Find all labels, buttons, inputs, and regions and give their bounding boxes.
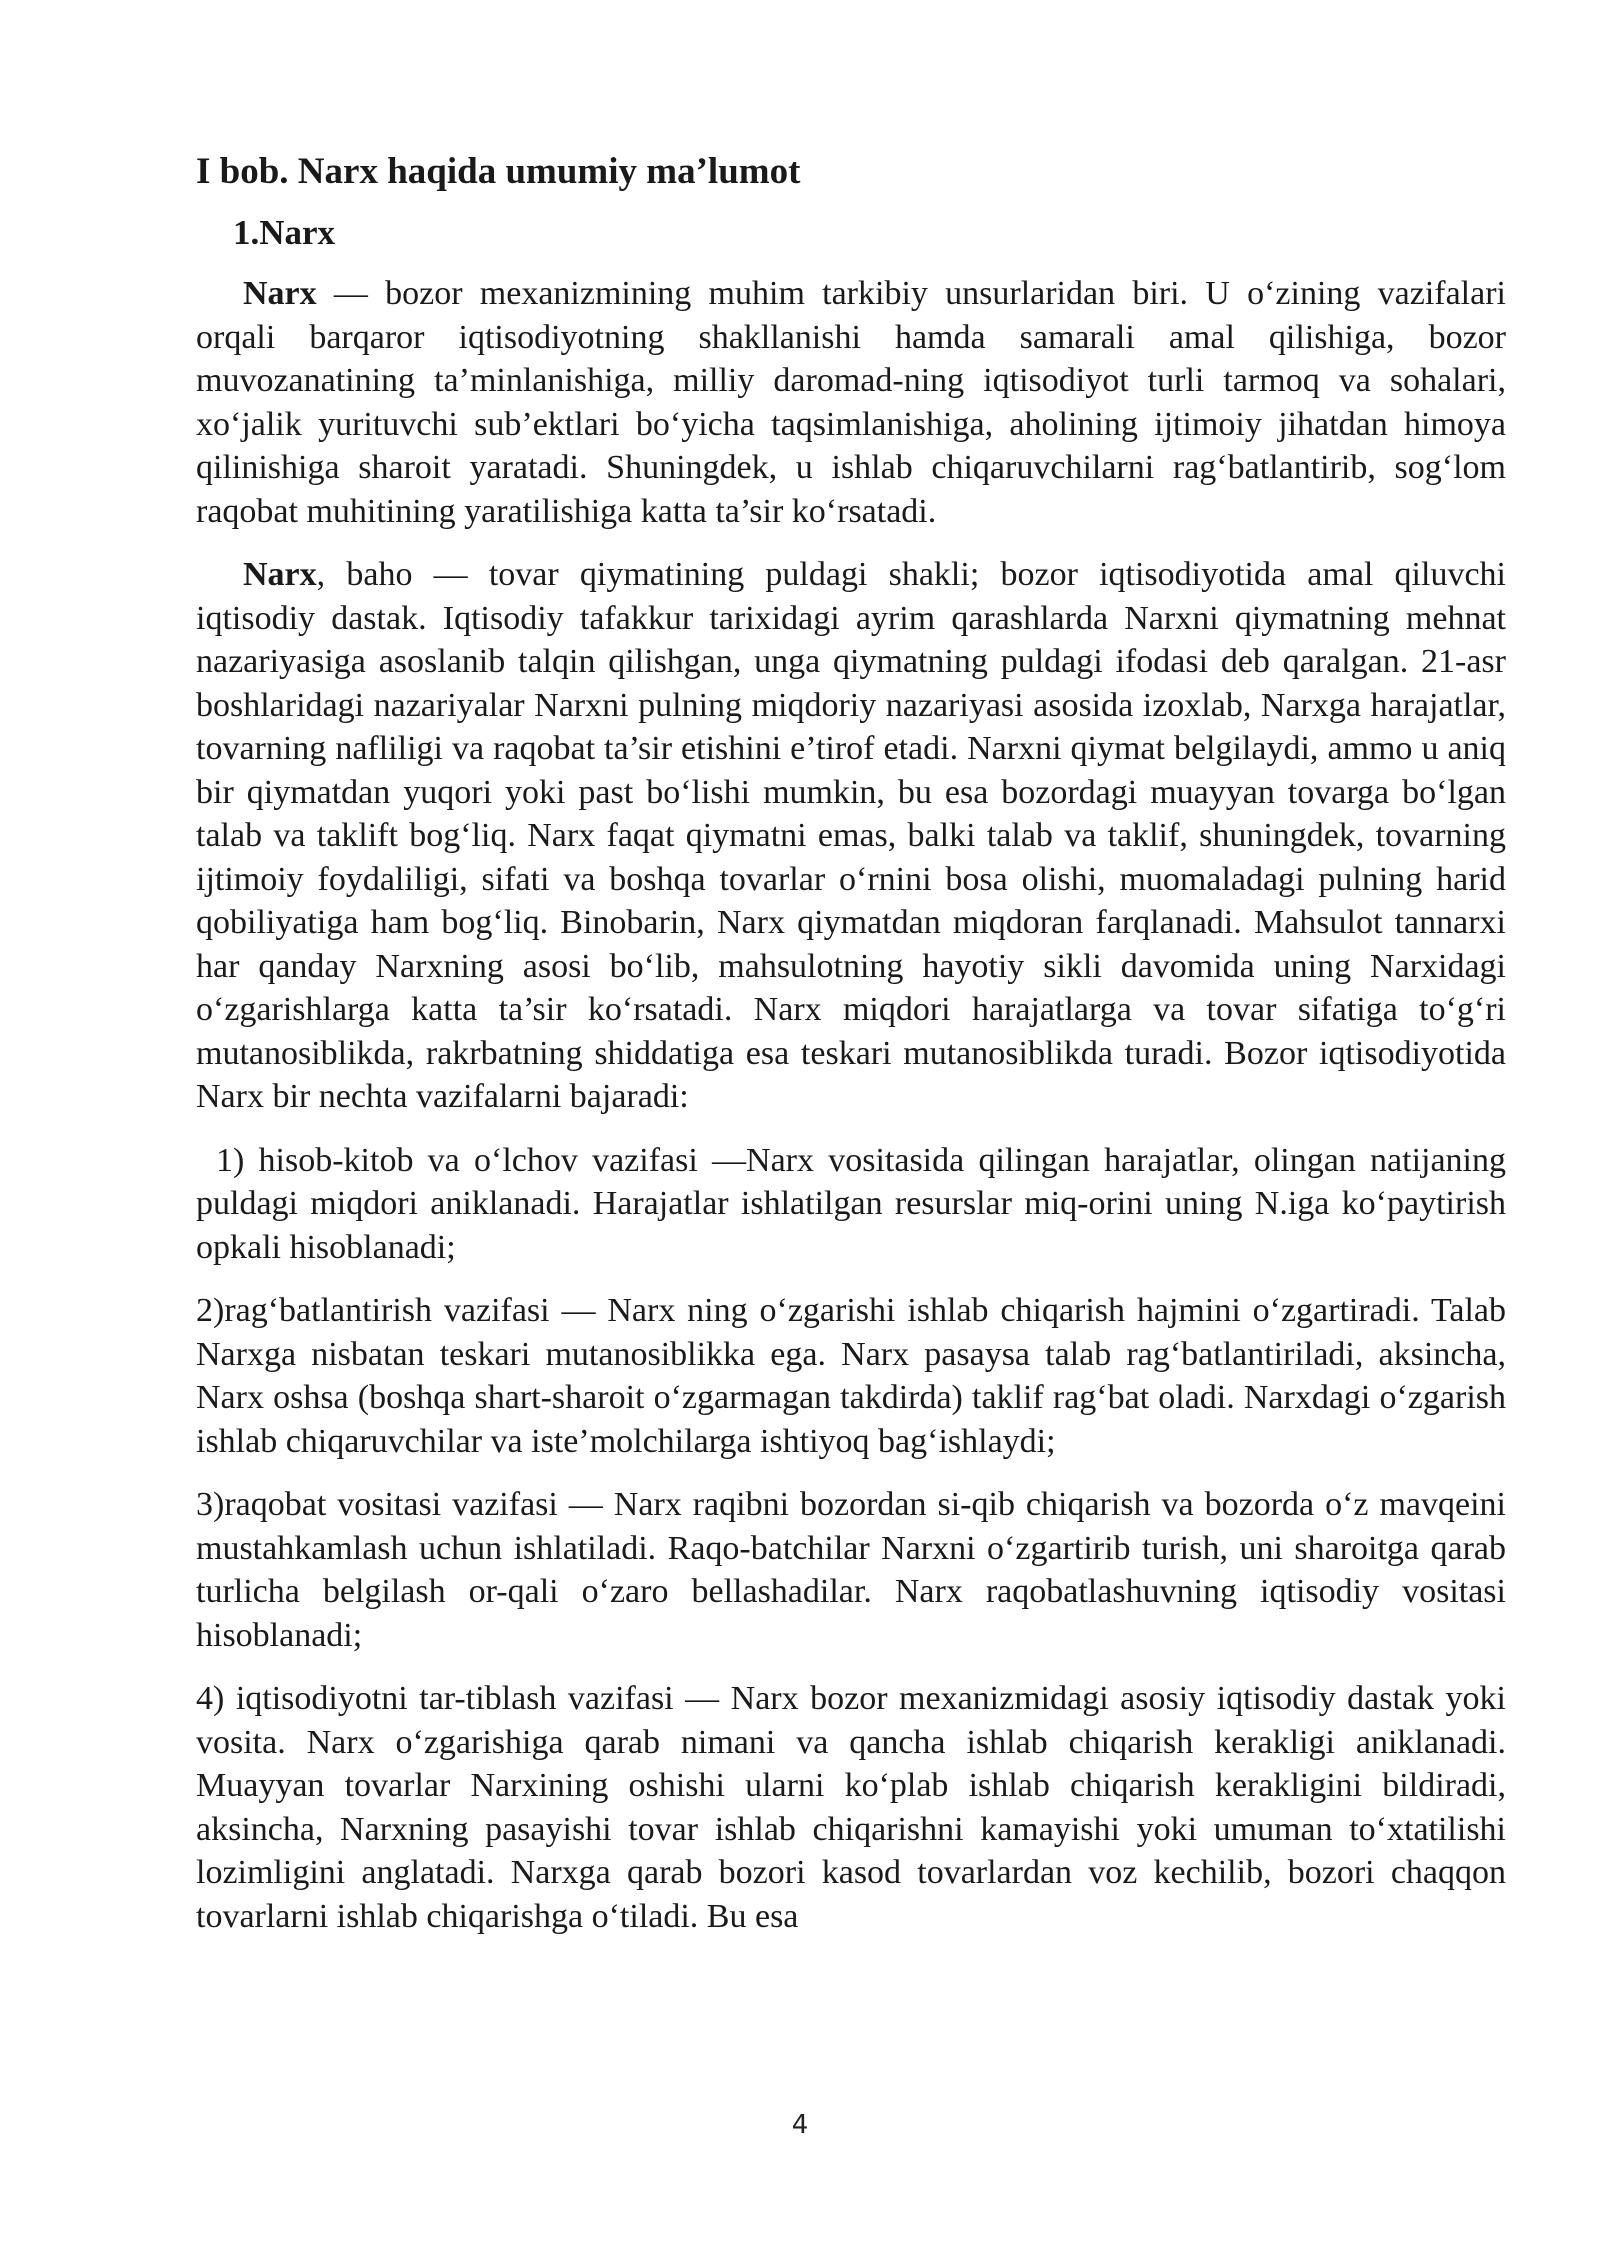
term-narx: Narx	[243, 275, 317, 312]
list-item-function-3: 3)raqobat vositasi vazifasi — Narx raqibni bozordan si-qib chiqarish va bozorda o‘z mavqeini mustahkamlash uchun ishlatiladi. Raqo-batchilar Narxni o‘zgartirib turish, uni sharoitga qarab turlicha belgilash or-qali o‘zaro bellashadilar. Narx raqobatlashuvning iqtisodiy vositasi hisoblanadi;	[196, 1486, 1506, 1654]
chapter-title: I bob. Narx haqida umumiy ma’lumot	[196, 151, 801, 192]
list-item-function-4: 4) iqtisodiyotni tar-tiblash vazifasi — Narx bozor mexanizmidagi asosiy iqtisodiy dastak yoki vosita. Narx o‘zgarishiga qarab nimani va qancha ishlab chiqarish kerakligi aniklanadi. Muayyan tovarlar Narxining oshishi ularni ko‘plab ishlab chiqarish kerakligini bildiradi, aksincha, Narxning pasayishi tovar ishlab chiqarishni kamayishi yoki umuman to‘xtatilishi lozimligini anglatadi. Narxga qarab bozori kasod tovarlardan voz kechilib, bozori chaqqon tovarlarni ishlab chiqarishga o‘tiladi. Bu esa	[196, 1680, 1506, 1935]
section-title: 1.Narx	[233, 213, 336, 252]
paragraph-text: — bozor mexanizmining muhim tarkibiy unsurlaridan biri. U o‘zining vazifalari orqali barqaror iqtisodiyotning shakllanishi hamda samarali amal qilishiga, bozor muvozanatining ta’minlanishiga, milliy daromad-ning iqtisodiyot turli tarmoq va sohalari, xo‘jalik yurituvchi sub’ektlari bo‘yicha taqsimlanishiga, aholining ijtimoiy jihatdan himoya qilinishiga sharoit yaratadi. Shuningdek, u ishlab chiqaruvchilarni rag‘batlantirib, sog‘lom raqobat muhitining yaratilishiga katta ta’sir ko‘rsatadi.	[196, 275, 1506, 530]
document-page	[196, 150, 1506, 1958]
list-item-function-1: 1) hisob-kitob va o‘lchov vazifasi —Narx vositasida qilingan harajatlar, olingan natijaning puldagi miqdori aniklanadi. Harajatlar ishlatilgan resurslar miq-orini uning N.iga ko‘paytirish opkali hisoblanadi;	[196, 1141, 1506, 1266]
term-narx: Narx	[243, 556, 317, 593]
paragraph-narx-baho	[196, 553, 1506, 1119]
paragraph-text: , baho — tovar qiymatining puldagi shakli; bozor iqtisodiyotida amal qiluvchi iqtisodiy dastak. Iqtisodiy tafakkur tarixidagi ayrim qarashlarda Narxni qiymatning mehnat nazariyasiga asoslanib talqin qilishgan, unga qiymatning puldagi ifodasi deb qaralgan. 21-asr boshlaridagi nazariyalar Narxni pulning miqdoriy nazariyasi asosida izoxlab, Narxga harajatlar, tovarning nafliligi va raqobat ta’sir etishini e’tirof etadi. Narxni qiymat belgilaydi, ammo u aniq bir qiymatdan yuqori yoki past bo‘lishi mumkin, bu esa bozordagi muayyan tovarga bo‘lgan talab va taklift bog‘liq. Narx faqat qiymatni emas, balki talab va taklif, shuningdek, tovarning ijtimoiy foydaliligi, sifati va boshqa tovarlar o‘rnini bosa olishi, muomaladagi pulning harid qobiliyatiga ham bog‘liq. Binobarin, Narx qiymatdan miqdoran farqlanadi. Mahsulot tannarxi har qanday Narxning asosi bo‘lib, mahsulotning hayotiy sikli davomida uning Narxidagi o‘zgarishlarga katta ta’sir ko‘rsatadi. Narx miqdori harajatlarga va tovar sifatiga to‘g‘ri mutanosiblikda, rakrbatning shiddatiga esa teskari mutanosiblikda turadi. Bozor iqtisodiyotida Narx bir nechta vazifalarni bajaradi:	[196, 556, 1506, 1115]
paragraph-narx-definition	[196, 272, 1506, 533]
page-number: 4	[791, 2110, 809, 2140]
list-item-function-2: 2)rag‘batlantirish vazifasi — Narx ning o‘zgarishi ishlab chiqarish hajmini o‘zgartiradi. Talab Narxga nisbatan teskari mutanosiblikka ega. Narx pasaysa talab rag‘batlantiriladi, aksincha, Narx oshsa (boshqa shart-sharoit o‘zgarmagan takdirda) taklif rag‘bat oladi. Narxdagi o‘zgarish ishlab chiqaruvchilar va iste’molchilarga ishtiyoq bag‘ishlaydi;	[196, 1292, 1506, 1460]
